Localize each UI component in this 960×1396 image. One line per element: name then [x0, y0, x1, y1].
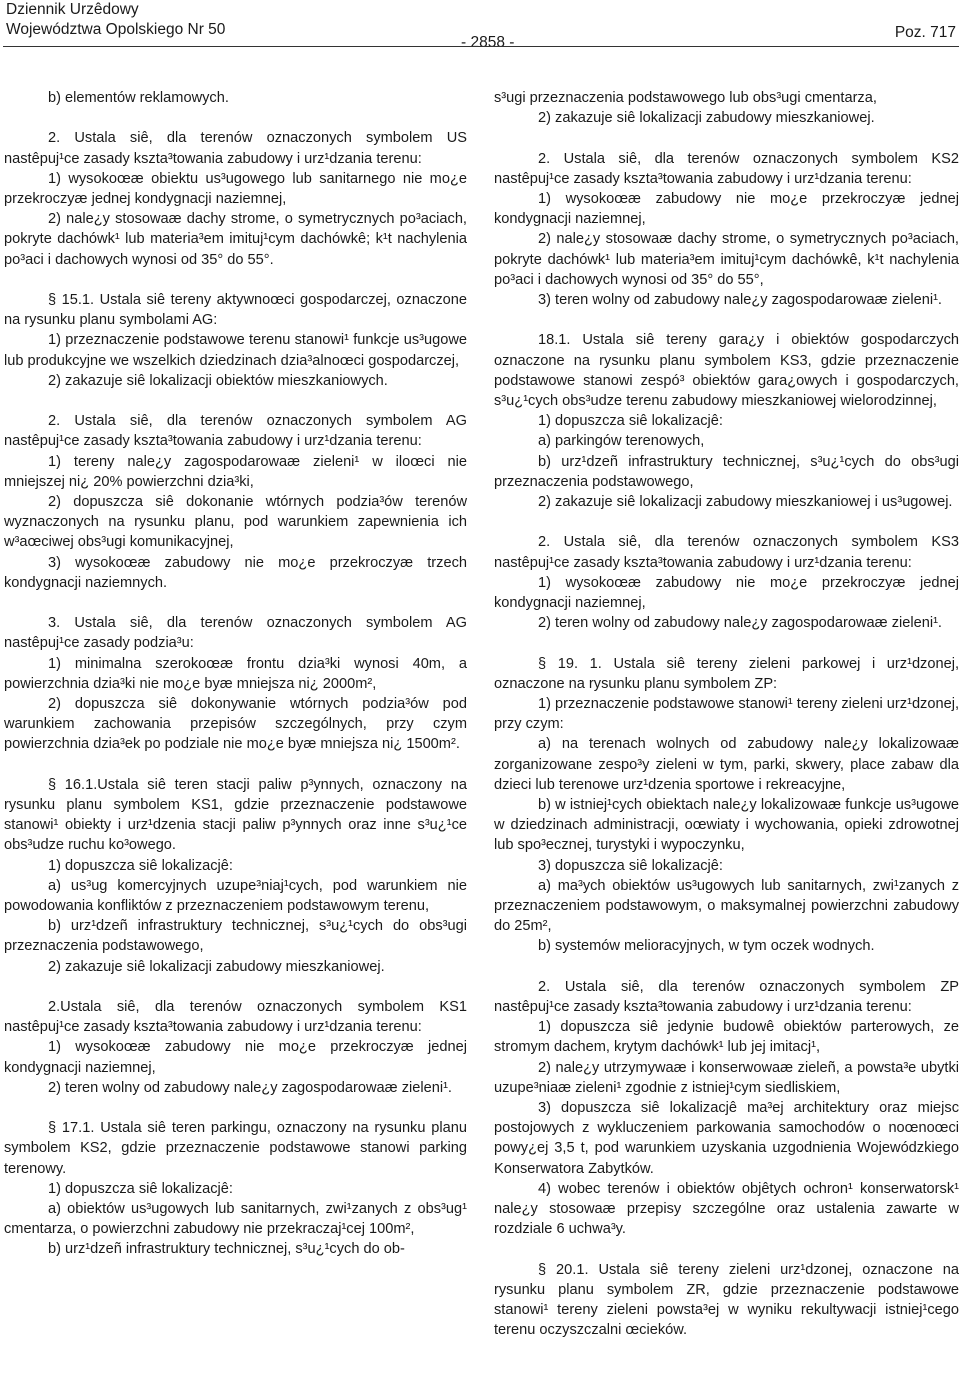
journal-title — [6, 0, 225, 40]
paragraph: 18.1. Ustala siê tereny gara¿y i obiektów gospodarczych oznaczone na rysunku planu symbolem KS3, gdzie przeznaczenie podstawowe stanowi zespó³ obiektów gara¿owych i gospodarczych, s³u¿¹cych obs³udze terenu zabudowy mieszkaniowej wielorodzinnej, — [494, 332, 959, 410]
paragraph: 2) dopuszcza siê dokonanie wtórnych podzia³ów terenów wyznaczonych na rysunku planu, pod warunkiem zapewnienia ich w³aœciwej obs³ugi komunikacyjnej, — [4, 494, 467, 551]
paragraph: a) ma³ych obiektów us³ugowych lub sanitarnych, zwi¹zanych z przeznaczeniem podstawowym, o maksymalnej powierzchni zabudowy do 25m², — [494, 877, 959, 935]
paragraph: 2. Ustala siê, dla terenów oznaczonych symbolem AG nastêpuj¹ce zasady kszta³towania zabudowy i urz¹dzania terenu: — [4, 413, 467, 450]
paragraph: 3) wysokoœæ zabudowy nie mo¿e przekroczyæ trzech kondygnacji naziemnych. — [4, 554, 467, 591]
paragraph: 2) zakazuje siê lokalizacji zabudowy mieszkaniowej i us³ugowej. — [538, 494, 953, 511]
paragraph: 2) nale¿y stosowaæ dachy strome, o symetrycznych po³aciach, pokryte dachówk¹ lub materia³em imituj¹cym dachówkê, k¹t nachylenia po³aci i dachowych wynosi od 35° do 55°, — [494, 231, 959, 288]
paragraph: 2. Ustala siê, dla terenów oznaczonych symbolem KS2 nastêpuj¹ce zasady kszta³towania zabudowy i urz¹dzania terenu: — [494, 150, 959, 187]
paragraph: a) parkingów terenowych, — [538, 433, 705, 450]
paragraph: b) urz¹dzeñ infrastruktury technicznej, s³u¿¹cych do obs³ugi przeznaczenia podstawowego, — [4, 918, 467, 955]
paragraph: 2) nale¿y utrzymywaæ i konserwowaæ zieleñ, a powsta³e ubytki uzupe³niaæ zieleni¹ zgodnie z istniej¹cym siedliskiem, — [494, 1059, 959, 1096]
page-number: - 2858 - — [461, 34, 515, 51]
paragraph: 2. Ustala siê, dla terenów oznaczonych symbolem KS3 nastêpuj¹ce zasady kszta³towania zabudowy i urz¹dzania terenu: — [494, 534, 959, 571]
paragraph: b) urz¹dzeñ infrastruktury technicznej, s³u¿¹cych do ob- — [48, 1241, 405, 1258]
paragraph: 2) zakazuje siê lokalizacji obiektów mieszkaniowych. — [48, 372, 388, 389]
paragraph: 2) zakazuje siê lokalizacji zabudowy mieszkaniowej. — [48, 958, 385, 975]
paragraph: 1) dopuszcza siê lokalizacjê: — [538, 413, 723, 430]
paragraph: 1) przeznaczenie podstawowe terenu stanowi¹ funkcje us³ugowe lub produkcyjne we wszelkich dziedzinach dzia³alnoœci gospodarczej, — [4, 332, 467, 369]
paragraph: 2. Ustala siê, dla terenów oznaczonych symbolem US nastêpuj¹ce zasady kszta³towania zabudowy i urz¹dzania terenu: — [4, 130, 467, 167]
paragraph: § 19. 1. Ustala siê tereny zieleni parkowej i urz¹dzonej, oznaczone na rysunku planu symbolem ZP: — [494, 655, 959, 692]
paragraph: 1) wysokoœæ zabudowy nie mo¿e przekroczyæ jednej kondygnacji naziemnej, — [4, 1039, 467, 1076]
journal-title-line1: Dziennik Urzêdowy — [6, 1, 139, 18]
paragraph: 1) wysokoœæ obiektu us³ugowego lub sanitarnego nie mo¿e przekroczyæ jednej kondygnacji naziemnej, — [4, 170, 467, 207]
page-header — [0, 0, 960, 51]
paragraph: b) elementów reklamowych. — [48, 90, 229, 106]
paragraph: § 17.1. Ustala siê teren parkingu, oznaczony na rysunku planu symbolem KS2, gdzie przeznaczenie podstawowe stanowi parking terenowy. — [4, 1120, 467, 1177]
paragraph: § 20.1. Ustala siê tereny zieleni urz¹dzonej, oznaczone na rysunku planu symbolem ZR, gdzie przeznaczenie podstawowe stanowi¹ tereny zieleni powsta³ej w wyniku rekultywacji istniej¹cego terenu oczyszczalni œcieków. — [494, 1261, 959, 1339]
paragraph: 2) nale¿y stosowaæ dachy strome, o symetrycznych po³aciach, pokryte dachówk¹ lub materia³em imituj¹cym dachówkê; k¹t nachylenia po³aci i dachowych wynosi od 35° do 55°. — [4, 211, 467, 268]
paragraph: a) na terenach wolnych od zabudowy nale¿y lokalizowaæ zorganizowane zespo³y zieleni w tym, parki, skwery, place zabaw dla dzieci lub terenowe urz¹dzenia sportowe i rekreacyjne, — [494, 736, 959, 793]
paragraph: 4) wobec terenów i obiektów objêtych ochron¹ konserwatorsk¹ nale¿y stosowaæ przepisy szczególne oraz ustalenia zawarte w rozdziale 6 uchwa³y. — [494, 1180, 959, 1238]
paragraph: 2. Ustala siê, dla terenów oznaczonych symbolem ZP nastêpuj¹ce zasady kszta³towania zabudowy i urz¹dzania terenu: — [494, 978, 959, 1016]
paragraph: 3. Ustala siê, dla terenów oznaczonych symbolem AG nastêpuj¹ce zasady podzia³u: — [4, 615, 467, 652]
position-number: Poz. 717 — [894, 24, 956, 41]
paragraph: 1) wysokoœæ zabudowy nie mo¿e przekroczyæ jednej kondygnacji naziemnej, — [494, 574, 959, 612]
paragraph: 3) teren wolny od zabudowy nale¿y zagospodarowaæ zieleni¹. — [538, 292, 942, 309]
journal-title-line2: Województwa Opolskiego Nr 50 — [6, 21, 226, 38]
paragraph: b) urz¹dzeñ infrastruktury technicznej, s³u¿¹cych do obs³ugi przeznaczenia podstawowego, — [494, 453, 959, 490]
left-column — [4, 88, 467, 1260]
paragraph: a) us³ug komercyjnych uzupe³niaj¹cych, pod warunkiem nie powodowania konfliktów z przeznaczeniem podstawowym terenu, — [4, 877, 467, 915]
paragraph: 1) tereny nale¿y zagospodarowaæ zieleni¹ w iloœci nie mniejszej ni¿ 20% powierzchni dzia³ki, — [4, 453, 467, 490]
paragraph: 1) minimalna szerokoœæ frontu dzia³ki wynosi 40m, a powierzchnia dzia³ki nie mo¿e byæ mniejsza ni¿ 2000m², — [4, 655, 467, 692]
paragraph: 2) teren wolny od zabudowy nale¿y zagospodarowaæ zieleni¹. — [538, 615, 942, 632]
paragraph: 1) dopuszcza siê lokalizacjê: — [48, 1180, 233, 1197]
paragraph: 1) dopuszcza siê jedynie budowê obiektów parterowych, ze stromym dachem, krytym dachówk¹ lub jej imitacj¹, — [494, 1019, 959, 1056]
paragraph: 1) dopuszcza siê lokalizacjê: — [48, 857, 233, 874]
paragraph: 2) teren wolny od zabudowy nale¿y zagospodarowaæ zieleni¹. — [48, 1079, 452, 1096]
paragraph: 3) dopuszcza siê lokalizacjê: — [538, 857, 723, 874]
paragraph: 2.Ustala siê, dla terenów oznaczonych symbolem KS1 nastêpuj¹ce zasady kszta³towania zabudowy i urz¹dzania terenu: — [4, 999, 467, 1036]
header-rule — [3, 46, 959, 47]
paragraph: 2) dopuszcza siê dokonywanie wtórnych podzia³ów pod warunkiem zachowania przepisów szczególnych, przy czym powierzchnia dzia³ek po podziale nie mo¿e byæ mniejsza ni¿ 1500m². — [4, 696, 467, 753]
paragraph: 2) zakazuje siê lokalizacji zabudowy mieszkaniowej. — [538, 110, 875, 127]
paragraph: 3) dopuszcza siê lokalizacjê ma³ej architektury oraz miejsc postojowych z wykluczeniem parkowania samochodów o noœnoœci powy¿ej 3,5 t, pod warunkiem uzyskania uzgodnienia Wojewódzkiego Konserwatora Zabytków. — [494, 1100, 959, 1177]
paragraph: b) w istniej¹cych obiektach nale¿y lokalizowaæ funkcje us³ugowe w dziedzinach administracji, oœwiaty i wychowania, opieki zdrowotnej lub spo³ecznej, turystyki i wypoczynku, — [494, 797, 959, 854]
paragraph: 1) przeznaczenie podstawowe stanowi¹ tereny zieleni urz¹dzonej, przy czym: — [494, 696, 960, 733]
paragraph: a) obiektów us³ugowych lub sanitarnych, zwi¹zanych z obs³ug¹ cmentarza, o powierzchni zabudowy nie przekraczaj¹cej 100m², — [4, 1201, 467, 1238]
paragraph: b) systemów melioracyjnych, w tym oczek wodnych. — [538, 938, 875, 955]
paragraph: s³ugi przeznaczenia podstawowego lub obs³ugi cmentarza, — [494, 90, 877, 106]
paragraph: § 15.1. Ustala siê tereny aktywnoœci gospodarczej, oznaczone na rysunku planu symbolami AG: — [4, 292, 467, 329]
paragraph: § 16.1.Ustala siê teren stacji paliw p³ynnych, oznaczony na rysunku planu symbolem KS1, gdzie przeznaczenie podstawowe stanowi¹ obiekty i urz¹dzenia stacji paliw p³ynnych oraz inne s³u¿¹ce obs³udze ruchu ko³owego. — [4, 776, 467, 854]
right-column — [494, 88, 959, 1341]
paragraph: 1) wysokoœæ zabudowy nie mo¿e przekroczyæ jednej kondygnacji naziemnej, — [494, 191, 959, 228]
